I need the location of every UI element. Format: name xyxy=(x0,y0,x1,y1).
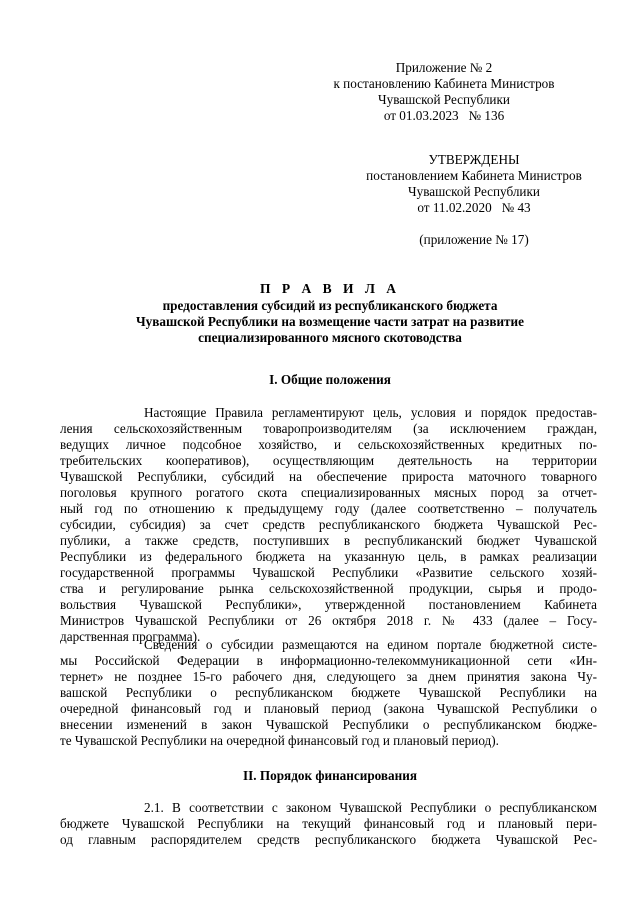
paragraph-line: од главным распорядителем средств республиканского бюджета Чувашской Рес- xyxy=(60,832,597,847)
section-heading: II. Порядок финансирования xyxy=(243,768,417,783)
annex-note xyxy=(354,232,594,248)
paragraph-line: ства и регулирование рынка сельскохозяйственной продукции, сырья и продо- xyxy=(60,581,597,596)
annex-note-text: (приложение № 17) xyxy=(419,232,529,247)
paragraph-line: публики, а также средств, поступивших в республиканский бюджет Чувашской xyxy=(60,533,597,548)
paragraph-line: субсидии, субсидия) за счет средств республиканского бюджета Чувашской Рес- xyxy=(60,517,597,532)
paragraph-line: ный год по отношению к предыдущему году (далее соответственно – получатель xyxy=(60,501,597,516)
appendix-line: к постановлению Кабинета Министров xyxy=(333,76,555,91)
paragraph-line: 2.1. В соответствии с законом Чувашской Республики о республиканском xyxy=(144,800,597,815)
paragraph-line: Сведения о субсидии размещаются на едином портале бюджетной систе- xyxy=(144,637,597,652)
paragraph-line: Настоящие Правила регламентируют цель, условия и порядок предостав- xyxy=(144,405,597,420)
paragraph-line: очередной финансовый год и плановый период (закона Чувашской Республики о xyxy=(60,701,597,716)
paragraph-line: требительских кооперативов), осуществляющим деятельность на территории xyxy=(60,453,597,468)
appendix-line: от 01.03.2023 № 136 xyxy=(383,108,505,123)
paragraph-line: Чувашской Республики, субсидий на обеспечение прироста маточного товарного xyxy=(60,469,597,484)
paragraph-line: мы Российской Федерации в информационно-телекоммуникационной сети «Ин- xyxy=(60,653,597,668)
approved-line: УТВЕРЖДЕНЫ xyxy=(428,152,520,167)
section-heading: I. Общие положения xyxy=(269,372,391,387)
title-main: П Р А В И Л А xyxy=(259,281,401,296)
approved-line: от 11.02.2020 № 43 xyxy=(417,200,531,215)
paragraph-line: государственной программы Чувашской Республики «Развитие сельского хозяй- xyxy=(60,565,597,580)
approved-line: Чувашской Республики xyxy=(408,184,540,199)
approved-block xyxy=(354,152,594,216)
paragraph-line: бюджете Чувашской Республики на текущий финансовый год и плановый пери- xyxy=(60,816,597,831)
paragraph xyxy=(60,405,597,645)
approved-line: постановлением Кабинета Министров xyxy=(366,168,582,183)
paragraph-line: ления сельскохозяйственным товаропроизводителям (за исключением граждан, xyxy=(60,421,597,436)
title-line: предоставления субсидий из республиканского бюджета xyxy=(162,298,498,313)
paragraph-line: вашской Республики о республиканском бюджете Чувашской Республики на xyxy=(60,685,597,700)
paragraph-line: поголовья крупного рогатого скота специализированных мясных пород за отчет- xyxy=(60,485,597,500)
paragraph-line: тернет» не позднее 15-го рабочего дня, следующего за днем принятия закона Чу- xyxy=(60,669,597,684)
paragraph-line: те Чувашской Республики на очередной финансовый год и плановый период). xyxy=(60,733,499,748)
paragraph-line: внесении изменений в закон Чувашской Республики о республиканском бюдже- xyxy=(60,717,597,732)
paragraph-line: Республики из федерального бюджета на указанную цель, в рамках реализации xyxy=(60,549,597,564)
paragraph-line: вольствия Чувашской Республики», утвержденной постановлением Кабинета xyxy=(60,597,597,612)
paragraph xyxy=(60,800,597,848)
title-line: специализированного мясного скотоводства xyxy=(198,330,462,345)
paragraph-line: ведущих личное подсобное хозяйство, и сельскохозяйственных кредитных по- xyxy=(60,437,597,452)
paragraph xyxy=(60,637,597,749)
appendix-line: Чувашской Республики xyxy=(378,92,510,107)
document-title xyxy=(60,281,600,346)
appendix-line: Приложение № 2 xyxy=(395,60,493,75)
paragraph-line: дарственная программа). xyxy=(60,629,201,644)
title-line: Чувашской Республики на возмещение части затрат на развитие xyxy=(136,314,524,329)
paragraph-line: Министров Чувашской Республики от 26 октября 2018 г. № 433 (далее – Госу- xyxy=(60,613,597,628)
appendix-block xyxy=(294,60,594,124)
